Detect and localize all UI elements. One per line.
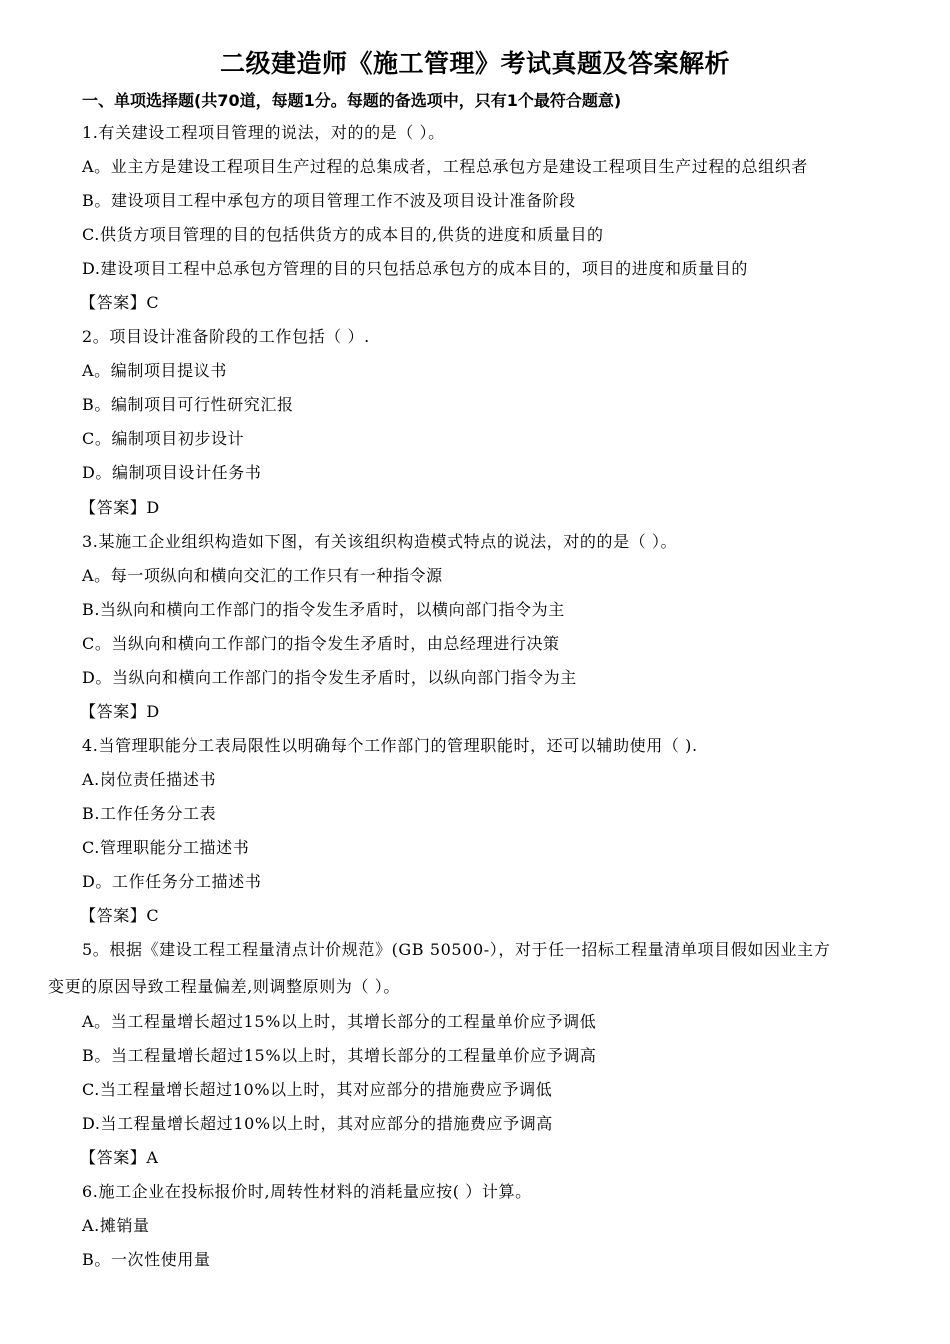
document-title: 二级建造师《施工管理》考试真题及答案解析 xyxy=(219,49,730,78)
option-6a: A.摊销量 xyxy=(82,1216,150,1235)
option-2d: D。编制项目设计任务书 xyxy=(82,463,262,482)
option-5a: A。当工程量增长超过15%以上时，其增长部分的工程量单价应予调低 xyxy=(82,1012,597,1031)
option-1b: B。建设项目工程中承包方的项目管理工作不波及项目设计准备阶段 xyxy=(82,191,576,210)
option-6b: B。一次性使用量 xyxy=(82,1250,211,1269)
option-2a: A。编制项目提议书 xyxy=(82,361,227,380)
section-header: 一、单项选择题(共70道，每题1分。每题的备选项中，只有1个最符合题意) xyxy=(82,91,622,110)
option-3b: B.当纵向和横向工作部门的指令发生矛盾时，以横向部门指令为主 xyxy=(82,600,565,619)
option-2b: B。编制项目可行性研究汇报 xyxy=(82,395,294,414)
option-3c: C。当纵向和横向工作部门的指令发生矛盾时，由总经理进行决策 xyxy=(82,634,560,653)
option-2c: C。编制项目初步设计 xyxy=(82,429,245,448)
question-3: 3.某施工企业组织构造如下图，有关该组织构造模式特点的说法，对的的是（ ）。 xyxy=(82,532,678,551)
answer-2: 【答案】D xyxy=(80,498,160,517)
option-5c: C.当工程量增长超过10%以上时，其对应部分的措施费应予调低 xyxy=(82,1080,553,1099)
question-4: 4.当管理职能分工表局限性以明确每个工作部门的管理职能时，还可以辅助使用（ ). xyxy=(82,736,698,755)
option-3a: A。每一项纵向和横向交汇的工作只有一种指令源 xyxy=(82,566,443,585)
question-5-cont: 变更的原因导致工程量偏差,则调整原则为（ ）。 xyxy=(48,977,400,996)
option-1a: A。业主方是建设工程项目生产过程的总集成者，工程总承包方是建设工程项目生产过程的总组织者 xyxy=(82,157,808,176)
option-4b: B.工作任务分工表 xyxy=(82,804,217,823)
answer-3: 【答案】D xyxy=(80,702,160,721)
question-2: 2。项目设计准备阶段的工作包括（ ）. xyxy=(82,327,370,346)
option-1c: C.供货方项目管理的目的包括供货方的成本目的,供货的进度和质量目的 xyxy=(82,225,604,244)
question-5: 5。根据《建设工程工程量清点计价规范》(GB 50500-），对于任一招标工程量清单项目假如因业主方 xyxy=(82,940,831,959)
option-3d: D。当纵向和横向工作部门的指令发生矛盾时，以纵向部门指令为主 xyxy=(82,668,577,687)
question-6: 6.施工企业在投标报价时,周转性材料的消耗量应按( ）计算。 xyxy=(82,1182,532,1201)
answer-4: 【答案】C xyxy=(80,906,160,925)
option-1d: D.建设项目工程中总承包方管理的目的只包括总承包方的成本目的，项目的进度和质量目的 xyxy=(82,259,748,278)
answer-1: 【答案】C xyxy=(80,293,160,312)
option-4d: D。工作任务分工描述书 xyxy=(82,872,262,891)
option-5b: B。当工程量增长超过15%以上时，其增长部分的工程量单价应予调高 xyxy=(82,1046,597,1065)
option-4c: C.管理职能分工描述书 xyxy=(82,838,250,857)
option-4a: A.岗位责任描述书 xyxy=(82,770,217,789)
option-5d: D.当工程量增长超过10%以上时，其对应部分的措施费应予调高 xyxy=(82,1114,553,1133)
question-1: 1.有关建设工程项目管理的说法，对的的是（ ）。 xyxy=(82,123,445,142)
answer-5: 【答案】A xyxy=(80,1148,159,1167)
